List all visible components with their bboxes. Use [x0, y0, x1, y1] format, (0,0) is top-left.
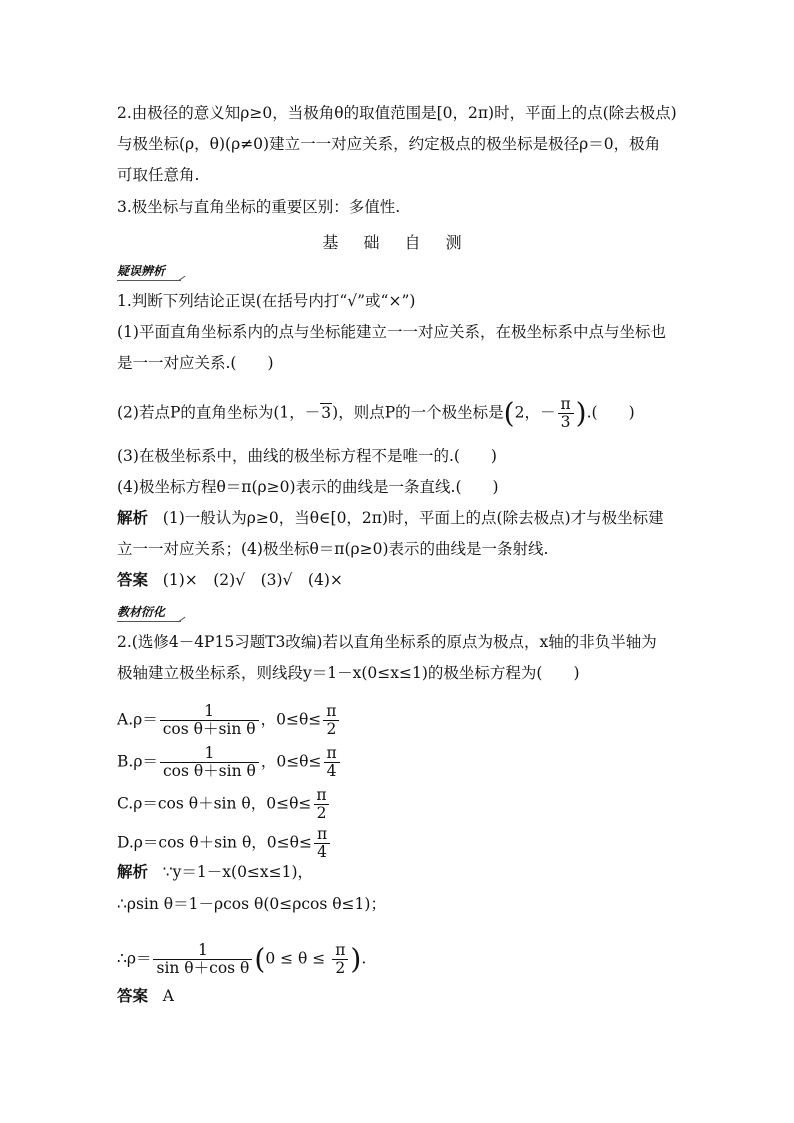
intro-line-1: 2.由极径的意义知ρ≥0，当极角θ的取值范围是[0，2π)时，平面上的点(除去极点)	[117, 104, 677, 122]
q1-solution-1: 解析 (1)一般认为ρ≥0，当θ∈[0，2π)时，平面上的点(除去极点)才与极坐标建	[117, 509, 664, 527]
q1-item2: (2)若点P的直角坐标为(1，－3)，则点P的一个极坐标是(2，－ $\frac{\pi}{3}$ ).( )	[117, 395, 635, 431]
sqrt-3: 3	[321, 403, 332, 422]
q2-option-d: D.ρ＝cos θ＋sin θ，0≤θ≤ $\frac{\pi}{4}$	[117, 826, 332, 861]
intro-line-2: 与极坐标(ρ，θ)(ρ≠0)建立一一对应关系，约定极点的极坐标是极径ρ＝0，极角	[117, 135, 661, 153]
q2-stem-1: 2.(选修4－4P15习题T3改编)若以直角坐标系的原点为极点，x轴的非负半轴为	[117, 633, 657, 651]
q1-item1-b: 是一一对应关系.( )	[117, 354, 274, 372]
q2-option-b: B.ρ＝ $\frac{1}{\text{cos θ＋sin θ}}$ ，0≤θ≤ $\frac{\pi}{4}$	[117, 745, 342, 780]
intro-line-3: 可取任意角.	[117, 166, 200, 184]
q2-solution-1: 解析 ∵y＝1－x(0≤x≤1)，	[117, 863, 314, 881]
q2-option-c: C.ρ＝cos θ＋sin θ，0≤θ≤ $\frac{\pi}{2}$	[117, 787, 332, 822]
q1-item1-a: (1)平面直角坐标系内的点与坐标能建立一一对应关系，在极坐标系中点与坐标也	[117, 323, 666, 341]
tag-textbook-derivation: 教材衍化	[117, 603, 165, 620]
q1-item3: (3)在极坐标系中，曲线的极坐标方程不是唯一的.( )	[117, 447, 497, 465]
fraction-pi-3: $\frac{\pi}{3}$	[557, 396, 573, 431]
q1-item4: (4)极坐标方程θ＝π(ρ≥0)表示的曲线是一条直线.( )	[117, 478, 499, 496]
intro-line-4: 3.极坐标与直角坐标的重要区别：多值性.	[117, 198, 401, 216]
q2-option-a: A.ρ＝ $\frac{1}{\text{cos θ＋sin θ}}$ ，0≤θ≤ $\frac{\pi}{2}$	[117, 703, 341, 738]
q1-answer: 答案 (1)× (2)√ (3)√ (4)×	[117, 571, 343, 589]
q1-solution-2: 立一一对应关系；(4)极坐标θ＝π(ρ≥0)表示的曲线是一条射线.	[117, 540, 549, 558]
q2-answer: 答案 A	[117, 987, 174, 1005]
section-title: 基 础 自 测	[322, 233, 472, 252]
q2-solution-2: ∴ρsin θ＝1－ρcos θ(0≤ρcos θ≤1)；	[117, 895, 386, 913]
tag-error-analysis: 疑误辨析	[117, 262, 165, 279]
q1-stem: 1.判断下列结论正误(在括号内打“√”或“×”)	[117, 292, 416, 310]
q2-solution-3: ∴ρ＝ $\frac{1}{\text{sin θ＋cos θ}}$ (0 ≤ θ ≤ $\frac{\pi}{2}$ ).	[117, 941, 367, 977]
q2-stem-2: 极轴建立极坐标系，则线段y＝1－x(0≤x≤1)的极坐标方程为( )	[117, 664, 580, 682]
